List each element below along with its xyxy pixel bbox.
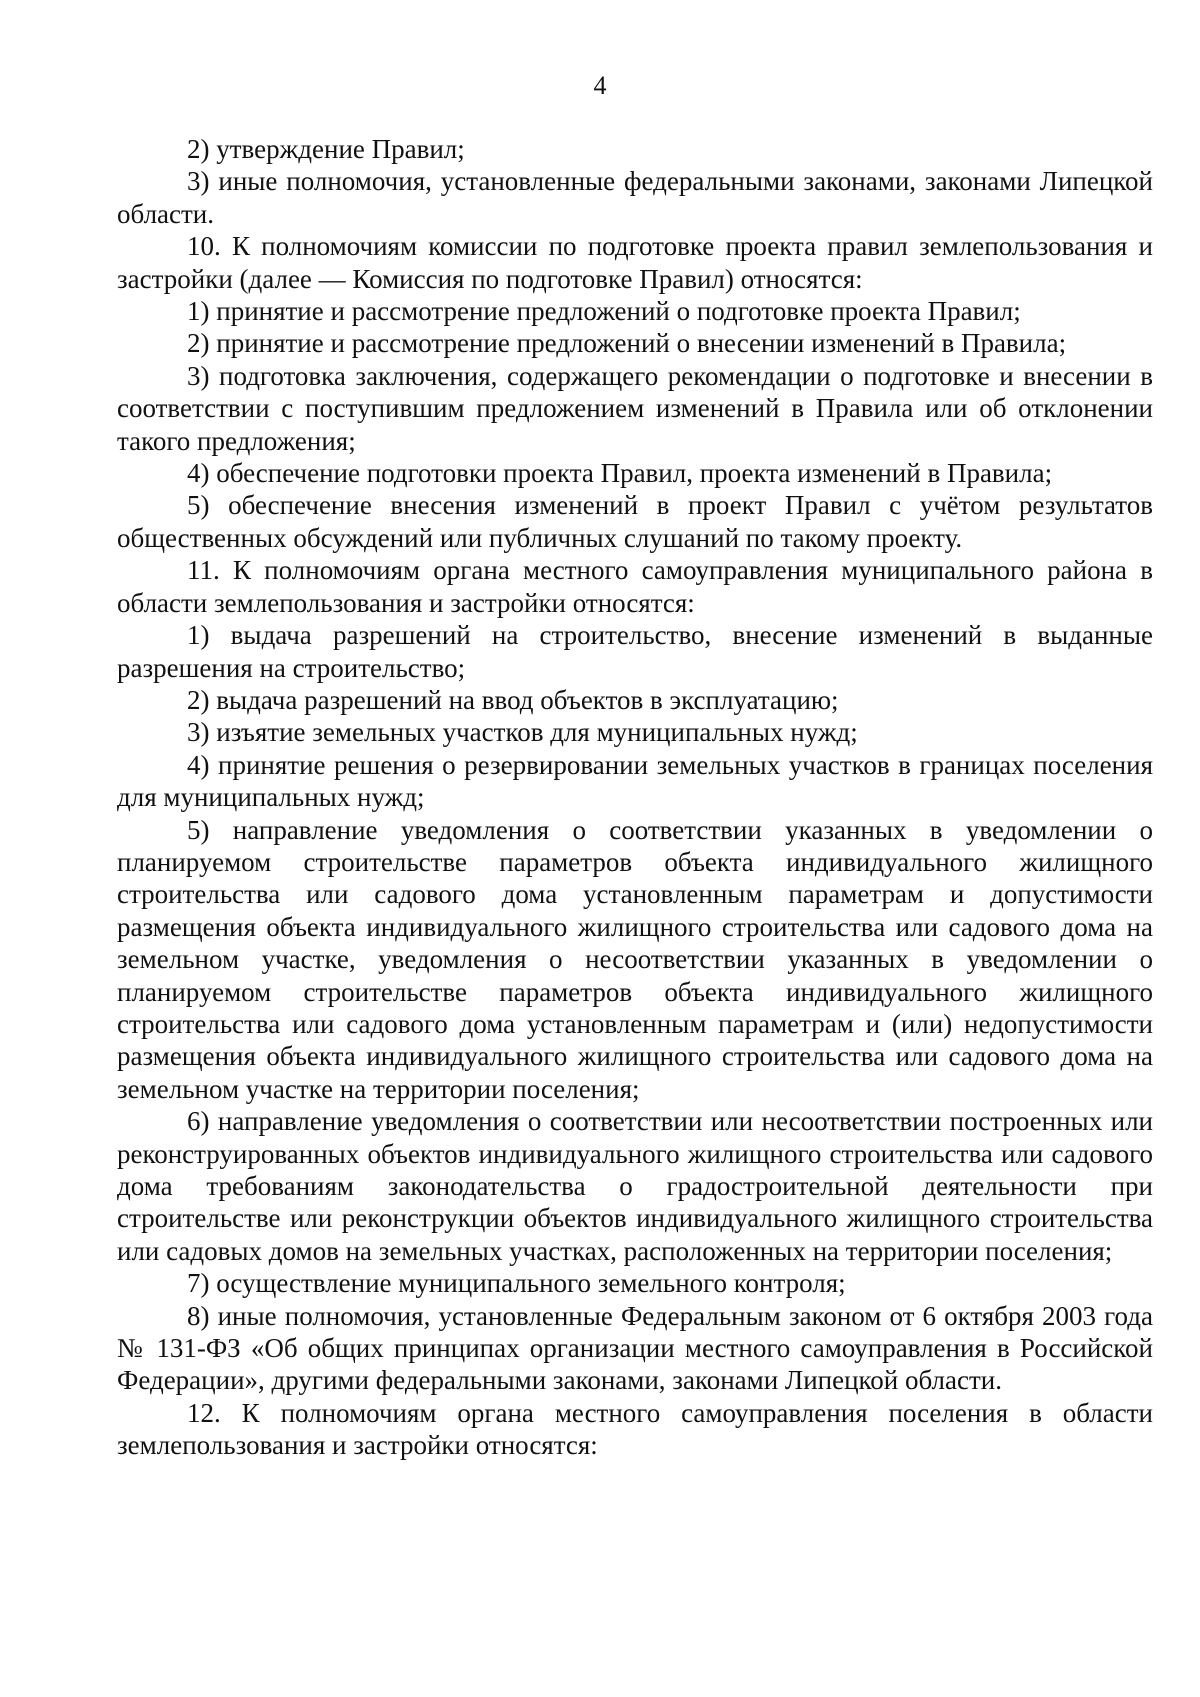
section-paragraph: 11. К полномочиям органа местного самоуправления муниципального района в области землепользования и застройки относятся: xyxy=(117,555,1153,618)
paragraph: 2) утверждение Правил; xyxy=(187,134,465,164)
document-body xyxy=(117,133,1153,1462)
paragraph: 6) направление уведомления о соответствии или несоответствии построенных или реконструированных объектов индивидуального жилищного строительства или садового дома требованиям законодательства о градостроительной деятельности при строительстве или реконструкции объектов индивидуального жилищного строительства или садовых домов на земельных участках, расположенных на территории поселения; xyxy=(117,1106,1153,1266)
paragraph: 3) изъятие земельных участков для муниципальных нужд; xyxy=(187,717,858,748)
paragraph: 4) обеспечение подготовки проекта Правил, проекта изменений в Правила; xyxy=(187,458,1053,489)
page-number: 4 xyxy=(593,71,607,100)
paragraph: 3) подготовка заключения, содержащего рекомендации о подготовке и внесении в соответствии с поступившим предложением изменений в Правила или об отклонении такого предложения; xyxy=(117,360,1153,456)
paragraph: 1) принятие и рассмотрение предложений о подготовке проекта Правил; xyxy=(187,296,1021,327)
paragraph: 7) осуществление муниципального земельного контроля; xyxy=(187,1268,846,1299)
paragraph: 2) принятие и рассмотрение предложений о внесении изменений в Правила; xyxy=(187,328,1067,359)
section-paragraph: 12. К полномочиям органа местного самоуправления поселения в области землепользования и застройки относятся: xyxy=(117,1397,1153,1461)
paragraph: 1) выдача разрешений на строительство, внесение изменений в выданные разрешения на строительство; xyxy=(117,620,1153,683)
paragraph: 8) иные полномочия, установленные Федеральным законом от 6 октября 2003 года № 131-ФЗ «Об общих принципах организации местного самоуправления в Российской Федерации», другими федеральными законами, законами Липецкой области. xyxy=(117,1300,1153,1396)
paragraph: 5) направление уведомления о соответствии указанных в уведомлении о планируемом строительстве параметров объекта индивидуального жилищного строительства или садового дома установленным параметрам и допустимости размещения объекта индивидуального жилищного строительства или садового дома на земельном участке, уведомления о несоответствии указанных в уведомлении о планируемом строительстве параметров объекта индивидуального жилищного строительства или садового дома установленным параметрам и (или) недопустимости размещения объекта индивидуального жилищного строительства или садового дома на земельном участке на территории поселения; xyxy=(117,814,1153,1104)
paragraph: 3) иные полномочия, установленные федеральными законами, законами Липецкой области. xyxy=(117,166,1153,229)
paragraph: 5) обеспечение внесения изменений в проект Правил с учётом результатов общественных обсуждений или публичных слушаний по такому проекту. xyxy=(117,490,1153,553)
paragraph: 2) выдача разрешений на ввод объектов в эксплуатацию; xyxy=(187,684,839,715)
section-paragraph: 10. К полномочиям комиссии по подготовке проекта правил землепользования и застройки (далее — Комиссия по подготовке Правил) относятся: xyxy=(117,231,1153,294)
paragraph: 4) принятие решения о резервировании земельных участков в границах поселения для муниципальных нужд; xyxy=(117,749,1153,813)
